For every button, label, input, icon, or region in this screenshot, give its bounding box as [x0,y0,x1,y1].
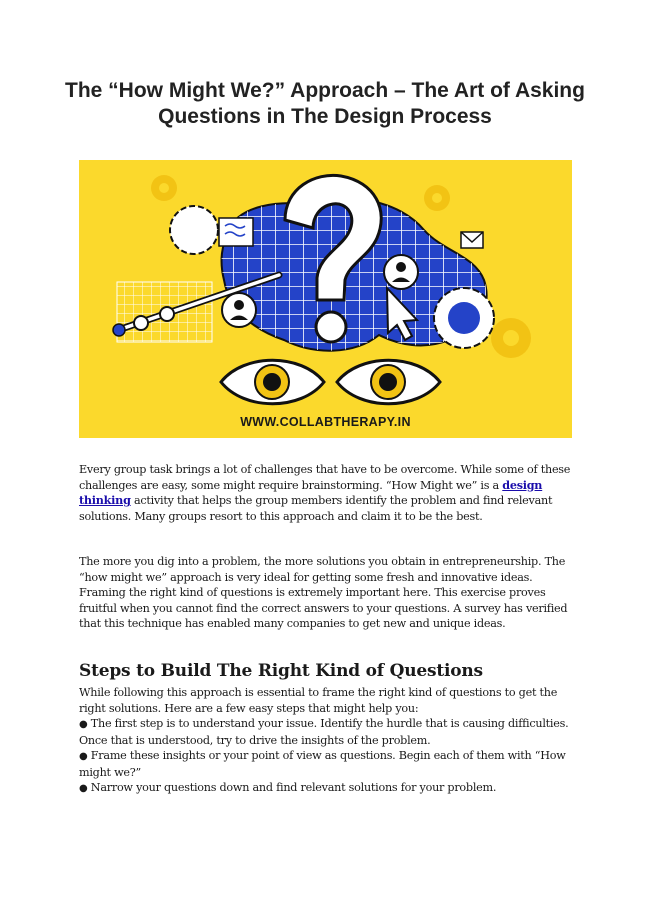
list-item [79,780,574,797]
step-text: Narrow your questions down and find relevant solutions for your problem. [90,781,497,795]
intro-text-before: Every group task brings a lot of challenges that have to be overcome. While some of these challenges are easy, some might require brainstorming. “How Might we” is a [79,463,571,492]
hero-url-text: WWW.COLLABTHERAPY.IN [240,415,411,429]
design-thinking-link[interactable]: design thinking [79,477,543,508]
envelope-icon [461,232,483,248]
list-item [79,748,574,780]
gear-icon [491,318,531,358]
bullet-icon: ● [79,783,88,795]
gear-icon [170,206,218,254]
hero-illustration [79,160,572,438]
section-intro: While following this approach is essential to frame the right kind of questions to get the right solutions. Here are a few easy steps that might help you: [79,686,558,715]
list-item [79,716,574,748]
intro-text-after: activity that helps the group members identify the problem and find relevant solutions. Many groups resort to this approach and claim it to be the best. [79,494,553,523]
bullet-icon: ● [79,719,88,730]
step-text: The first step is to understand your issue. Identify the hurdle that is causing difficulties. Once that is understood, try to drive the insights of the problem. [79,717,569,747]
bullet-icon: ● [79,751,88,763]
gear-icon [434,288,494,348]
page-title: The “How Might We?” Approach – The Art of Asking Questions in The Design Process [65,79,585,128]
intro-paragraph [79,462,574,524]
body-paragraph: The more you dig into a problem, the more solutions you obtain in entrepreneurship. The “how might we” approach is very ideal for getting some fresh and innovative ideas. Framing the right kind of questions is extremely important here. This exercise proves fruitful when you cannot find the correct answers to your questions. A survey has verified that this technique has enabled many companies to get new and unique ideas. [79,555,568,631]
steps-list [79,716,574,797]
profile-avatar-icon [222,293,256,327]
profile-avatar-icon [384,255,418,289]
gear-icon [424,185,450,211]
step-text: Frame these insights or your point of view as questions. Begin each of them with “How might we?” [79,749,566,779]
note-icon [219,218,253,246]
gear-icon [151,175,177,201]
section-heading: Steps to Build The Right Kind of Questions [79,661,483,681]
